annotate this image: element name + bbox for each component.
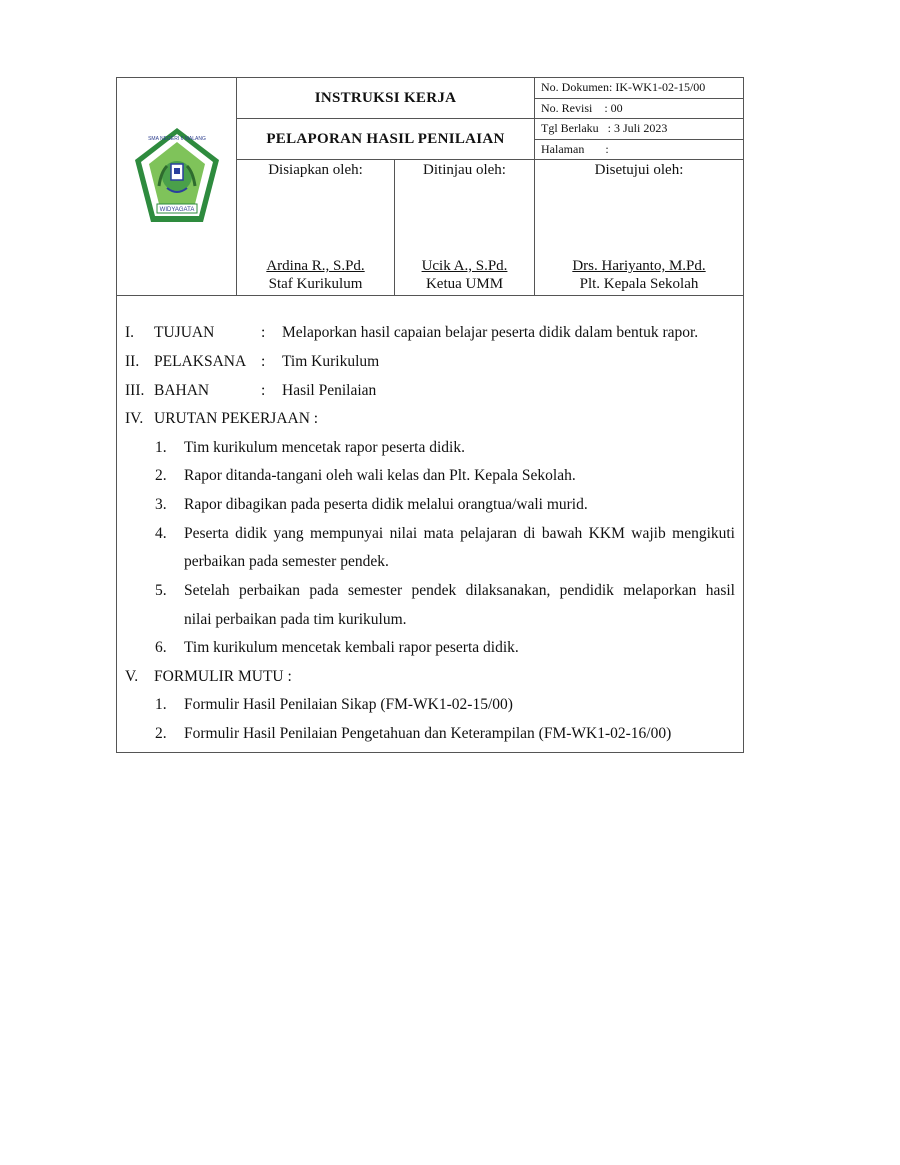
signature-heading: Disetujui oleh: [594, 162, 684, 178]
signature-name: Ardina R., S.Pd. [266, 258, 365, 274]
meta-document-number: No. Dokumen: IK-WK1-02-15/00 [535, 78, 743, 99]
document-title: INSTRUKSI KERJA [237, 78, 535, 119]
list-item-number: 5. [155, 582, 167, 599]
list-item-number: 1. [155, 696, 167, 713]
section-value: Hasil Penilaian [282, 382, 377, 399]
signature-heading: Ditinjau oleh: [423, 162, 506, 178]
document-header [117, 78, 743, 296]
section-value: Melaporkan hasil capaian belajar peserta didik dalam bentuk rapor. [282, 324, 699, 341]
list-item-text: Peserta didik yang mempunyai nilai mata pelajaran di bawah KKM wajib mengikuti [184, 525, 735, 542]
meta-page: Halaman : [535, 140, 743, 161]
list-item-text: Formulir Hasil Penilaian Pengetahuan dan Keterampilan (FM-WK1-02-16/00) [184, 725, 672, 742]
meta-effective-date: Tgl Berlaku : 3 Juli 2023 [535, 119, 743, 140]
section-colon: : [261, 382, 266, 399]
list-item-text: nilai perbaikan pada tim kurikulum. [184, 611, 407, 628]
list-item-number: 2. [155, 725, 167, 742]
signature-name: Drs. Hariyanto, M.Pd. [572, 258, 706, 274]
section-numeral: V. [125, 668, 139, 685]
section-numeral: III. [125, 382, 145, 399]
list-item-text: Tim kurikulum mencetak rapor peserta didik. [184, 439, 465, 456]
section-colon: : [261, 324, 266, 341]
list-item-number: 3. [155, 496, 167, 513]
section-label: FORMULIR MUTU : [154, 668, 292, 685]
section-numeral: II. [125, 353, 140, 370]
signature-heading: Disiapkan oleh: [268, 162, 363, 178]
logo-ring-text: SMA NEGERI 6 MALANG [148, 136, 206, 142]
section-value: Tim Kurikulum [282, 353, 380, 370]
list-item-number: 6. [155, 639, 167, 656]
section-label: URUTAN PEKERJAAN : [154, 410, 319, 427]
logo-banner-text: WIDYAGATA [159, 207, 195, 213]
list-item-text: Tim kurikulum mencetak kembali rapor peserta didik. [184, 639, 519, 656]
signature-prepared-by [237, 160, 395, 295]
list-item-text: Rapor ditanda-tangani oleh wali kelas dan Plt. Kepala Sekolah. [184, 467, 576, 484]
section-label: BAHAN [154, 382, 210, 399]
section-label: PELAKSANA [154, 353, 247, 370]
document-subtitle: PELAPORAN HASIL PENILAIAN [237, 119, 535, 160]
signature-role: Plt. Kepala Sekolah [579, 276, 699, 292]
section-colon: : [261, 353, 266, 370]
signature-role: Ketua UMM [425, 276, 504, 292]
school-logo [133, 126, 221, 226]
meta-revision: No. Revisi : 00 [535, 99, 743, 120]
list-item-text: Rapor dibagikan pada peserta didik melalui orangtua/wali murid. [184, 496, 588, 513]
list-item-number: 4. [155, 525, 167, 542]
list-item-number: 2. [155, 467, 167, 484]
list-item-text: perbaikan pada semester pendek. [184, 553, 389, 570]
signature-name: Ucik A., S.Pd. [421, 258, 508, 274]
list-item-text: Setelah perbaikan pada semester pendek dilaksanakan, pendidik melaporkan hasil [184, 582, 735, 599]
list-item-text: Formulir Hasil Penilaian Sikap (FM-WK1-02-15/00) [184, 696, 513, 713]
section-numeral: I. [125, 324, 135, 341]
list-item-number: 1. [155, 439, 167, 456]
signature-approved-by [535, 160, 743, 295]
logo-cell [117, 78, 237, 295]
signature-role: Staf Kurikulum [268, 276, 363, 292]
work-instruction-document [116, 77, 744, 753]
section-numeral: IV. [125, 410, 144, 427]
signature-reviewed-by [395, 160, 535, 295]
section-label: TUJUAN [154, 324, 215, 341]
